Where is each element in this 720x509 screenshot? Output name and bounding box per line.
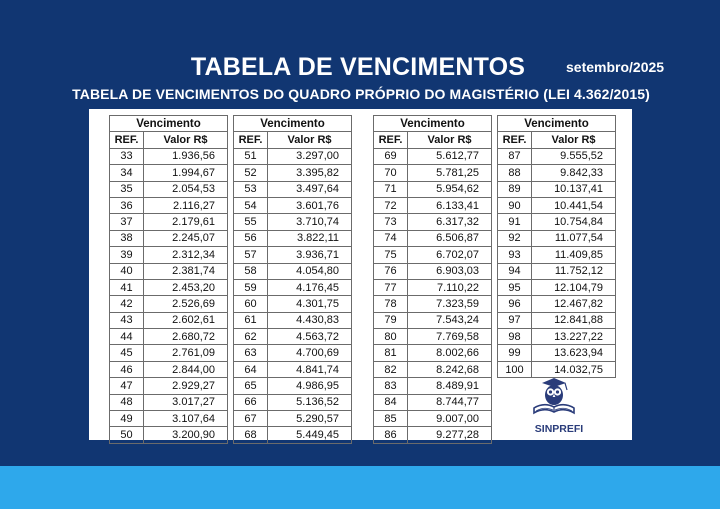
ref-cell: 79 [374,312,408,328]
table-row [374,312,492,328]
value-cell: 2.381,74 [144,263,228,279]
ref-cell: 57 [234,247,268,263]
value-cell: 4.700,69 [268,345,352,361]
value-cell: 6.702,07 [408,247,492,263]
ref-cell: 95 [498,279,532,295]
value-cell: 4.054,80 [268,263,352,279]
ref-cell: 41 [110,279,144,295]
ref-cell: 61 [234,312,268,328]
table-row [234,230,352,246]
date-label: setembro/2025 [566,59,665,75]
table-row [110,148,228,164]
table-row [110,296,228,312]
ref-cell: 100 [498,361,532,377]
ref-cell: 43 [110,312,144,328]
table-row [374,296,492,312]
ref-cell: 94 [498,263,532,279]
ref-cell: 84 [374,394,408,410]
ref-cell: 77 [374,279,408,295]
table-row [110,230,228,246]
salary-table-1 [109,115,228,444]
ref-cell: 92 [498,230,532,246]
table-row [374,329,492,345]
value-cell: 3.936,71 [268,247,352,263]
ref-cell: 37 [110,214,144,230]
table-row [234,279,352,295]
ref-cell: 85 [374,411,408,427]
ref-cell: 88 [498,165,532,181]
salary-table-3 [373,115,492,444]
value-cell: 1.936,56 [144,148,228,164]
ref-cell: 64 [234,361,268,377]
vencimento-header: Vencimento [110,116,228,132]
ref-cell: 36 [110,197,144,213]
ref-cell: 48 [110,394,144,410]
table-row [374,181,492,197]
ref-cell: 78 [374,296,408,312]
value-cell: 10.441,54 [532,197,616,213]
value-cell: 5.449,45 [268,427,352,443]
table-row [234,247,352,263]
table-panel [89,109,632,440]
table-row [374,411,492,427]
value-cell: 3.822,11 [268,230,352,246]
table-row [110,361,228,377]
ref-header: REF. [110,132,144,148]
salary-table-4 [497,115,616,378]
value-cell: 5.612,77 [408,148,492,164]
ref-cell: 54 [234,197,268,213]
table-group-header-row [110,116,228,132]
ref-cell: 91 [498,214,532,230]
value-cell: 8.002,66 [408,345,492,361]
table-row [110,181,228,197]
table-row [374,247,492,263]
table-column-header-row [374,132,492,148]
value-cell: 10.137,41 [532,181,616,197]
table-row [374,263,492,279]
table-row [498,279,616,295]
table-column-header-row [498,132,616,148]
table-row [498,230,616,246]
vencimento-header: Vencimento [234,116,352,132]
vencimento-header: Vencimento [374,116,492,132]
ref-cell: 34 [110,165,144,181]
table-row [498,148,616,164]
value-cell: 3.200,90 [144,427,228,443]
value-cell: 3.395,82 [268,165,352,181]
table-row [234,345,352,361]
table-row [110,263,228,279]
value-header: Valor R$ [532,132,616,148]
value-cell: 9.007,00 [408,411,492,427]
ref-cell: 97 [498,312,532,328]
table-row [374,361,492,377]
value-cell: 12.841,88 [532,312,616,328]
ref-cell: 86 [374,427,408,443]
ref-cell: 75 [374,247,408,263]
ref-header: REF. [498,132,532,148]
ref-cell: 70 [374,165,408,181]
table-row [234,263,352,279]
table-row [374,165,492,181]
value-cell: 4.986,95 [268,378,352,394]
ref-cell: 65 [234,378,268,394]
table-row [374,230,492,246]
ref-cell: 58 [234,263,268,279]
table-column-header-row [110,132,228,148]
ref-cell: 74 [374,230,408,246]
ref-cell: 89 [498,181,532,197]
table-row [498,312,616,328]
value-cell: 5.954,62 [408,181,492,197]
value-header: Valor R$ [408,132,492,148]
value-cell: 8.744,77 [408,394,492,410]
ref-cell: 56 [234,230,268,246]
ref-cell: 96 [498,296,532,312]
ref-cell: 39 [110,247,144,263]
table-row [498,214,616,230]
ref-cell: 53 [234,181,268,197]
logo-text: SINPREFI [534,423,584,435]
table-row [110,378,228,394]
table-row [110,165,228,181]
ref-cell: 80 [374,329,408,345]
value-cell: 10.754,84 [532,214,616,230]
table-row [110,247,228,263]
table-row [110,345,228,361]
ref-cell: 87 [498,148,532,164]
value-cell: 9.842,33 [532,165,616,181]
table-row [234,361,352,377]
ref-cell: 33 [110,148,144,164]
value-cell: 12.467,82 [532,296,616,312]
ref-cell: 45 [110,345,144,361]
ref-header: REF. [374,132,408,148]
table-row [374,394,492,410]
ref-cell: 81 [374,345,408,361]
ref-cell: 99 [498,345,532,361]
ref-cell: 98 [498,329,532,345]
table-column-header-row [234,132,352,148]
ref-cell: 42 [110,296,144,312]
ref-cell: 51 [234,148,268,164]
value-cell: 5.290,57 [268,411,352,427]
table-row [374,378,492,394]
value-cell: 2.680,72 [144,329,228,345]
table-row [110,279,228,295]
ref-cell: 47 [110,378,144,394]
value-cell: 13.623,94 [532,345,616,361]
value-cell: 5.781,25 [408,165,492,181]
value-cell: 4.301,75 [268,296,352,312]
ref-cell: 93 [498,247,532,263]
value-cell: 2.602,61 [144,312,228,328]
value-cell: 6.506,87 [408,230,492,246]
value-cell: 14.032,75 [532,361,616,377]
ref-cell: 82 [374,361,408,377]
table-row [498,329,616,345]
ref-cell: 90 [498,197,532,213]
table-row [110,312,228,328]
ref-cell: 83 [374,378,408,394]
table-row [234,296,352,312]
value-cell: 3.601,76 [268,197,352,213]
ref-cell: 49 [110,411,144,427]
table-row [234,378,352,394]
table-row [498,197,616,213]
value-cell: 8.242,68 [408,361,492,377]
table-row [110,197,228,213]
value-cell: 12.104,79 [532,279,616,295]
ref-cell: 46 [110,361,144,377]
page-title: TABELA DE VENCIMENTOS [190,53,526,81]
ref-cell: 69 [374,148,408,164]
table-row [110,394,228,410]
value-cell: 11.409,85 [532,247,616,263]
value-cell: 9.277,28 [408,427,492,443]
value-cell: 11.077,54 [532,230,616,246]
value-cell: 4.176,45 [268,279,352,295]
value-cell: 2.054,53 [144,181,228,197]
value-cell: 2.179,61 [144,214,228,230]
table-row [234,214,352,230]
ref-cell: 73 [374,214,408,230]
ref-cell: 72 [374,197,408,213]
table-row [374,148,492,164]
table-row [234,329,352,345]
value-cell: 4.430,83 [268,312,352,328]
value-cell: 5.136,52 [268,394,352,410]
table-row [110,411,228,427]
table-row [374,279,492,295]
value-cell: 7.110,22 [408,279,492,295]
table-row [498,263,616,279]
value-cell: 6.903,03 [408,263,492,279]
value-cell: 7.543,24 [408,312,492,328]
table-row [374,214,492,230]
table-row [234,197,352,213]
table-row [110,214,228,230]
ref-cell: 52 [234,165,268,181]
ref-cell: 63 [234,345,268,361]
table-group-header-row [374,116,492,132]
value-cell: 2.761,09 [144,345,228,361]
ref-header: REF. [234,132,268,148]
value-cell: 9.555,52 [532,148,616,164]
table-group-header-row [234,116,352,132]
ref-cell: 38 [110,230,144,246]
value-cell: 11.752,12 [532,263,616,279]
ref-cell: 50 [110,427,144,443]
ref-cell: 68 [234,427,268,443]
value-cell: 2.526,69 [144,296,228,312]
page-subtitle: TABELA DE VENCIMENTOS DO QUADRO PRÓPRIO DO MAGISTÉRIO (LEI 4.362/2015) [72,86,650,102]
table-row [498,181,616,197]
table-row [374,345,492,361]
value-cell: 4.841,74 [268,361,352,377]
ref-cell: 44 [110,329,144,345]
value-cell: 6.317,32 [408,214,492,230]
value-cell: 13.227,22 [532,329,616,345]
table-row [374,197,492,213]
table-row [498,345,616,361]
value-cell: 2.312,34 [144,247,228,263]
ref-cell: 35 [110,181,144,197]
table-row [374,427,492,443]
value-cell: 6.133,41 [408,197,492,213]
ref-cell: 67 [234,411,268,427]
table-row [234,148,352,164]
value-cell: 2.116,27 [144,197,228,213]
salary-table-2 [233,115,352,444]
ref-cell: 60 [234,296,268,312]
table-row [234,427,352,443]
value-cell: 4.563,72 [268,329,352,345]
table-row [110,427,228,443]
ref-cell: 76 [374,263,408,279]
ref-cell: 59 [234,279,268,295]
ref-cell: 71 [374,181,408,197]
table-row [498,165,616,181]
value-header: Valor R$ [268,132,352,148]
value-cell: 7.323,59 [408,296,492,312]
table-row [234,165,352,181]
ref-cell: 62 [234,329,268,345]
value-cell: 2.245,07 [144,230,228,246]
table-row [234,394,352,410]
ref-cell: 40 [110,263,144,279]
value-header: Valor R$ [144,132,228,148]
value-cell: 3.017,27 [144,394,228,410]
table-row [234,411,352,427]
value-cell: 3.107,64 [144,411,228,427]
ref-cell: 66 [234,394,268,410]
value-cell: 3.497,64 [268,181,352,197]
value-cell: 2.844,00 [144,361,228,377]
value-cell: 3.710,74 [268,214,352,230]
value-cell: 7.769,58 [408,329,492,345]
ref-cell: 55 [234,214,268,230]
value-cell: 3.297,00 [268,148,352,164]
value-cell: 2.453,20 [144,279,228,295]
table-row [234,181,352,197]
value-cell: 8.489,91 [408,378,492,394]
value-cell: 2.929,27 [144,378,228,394]
table-group-header-row [498,116,616,132]
vencimento-header: Vencimento [498,116,616,132]
table-row [234,312,352,328]
value-cell: 1.994,67 [144,165,228,181]
table-row [498,296,616,312]
table-row [110,329,228,345]
bottom-bar [0,466,720,509]
table-row [498,247,616,263]
